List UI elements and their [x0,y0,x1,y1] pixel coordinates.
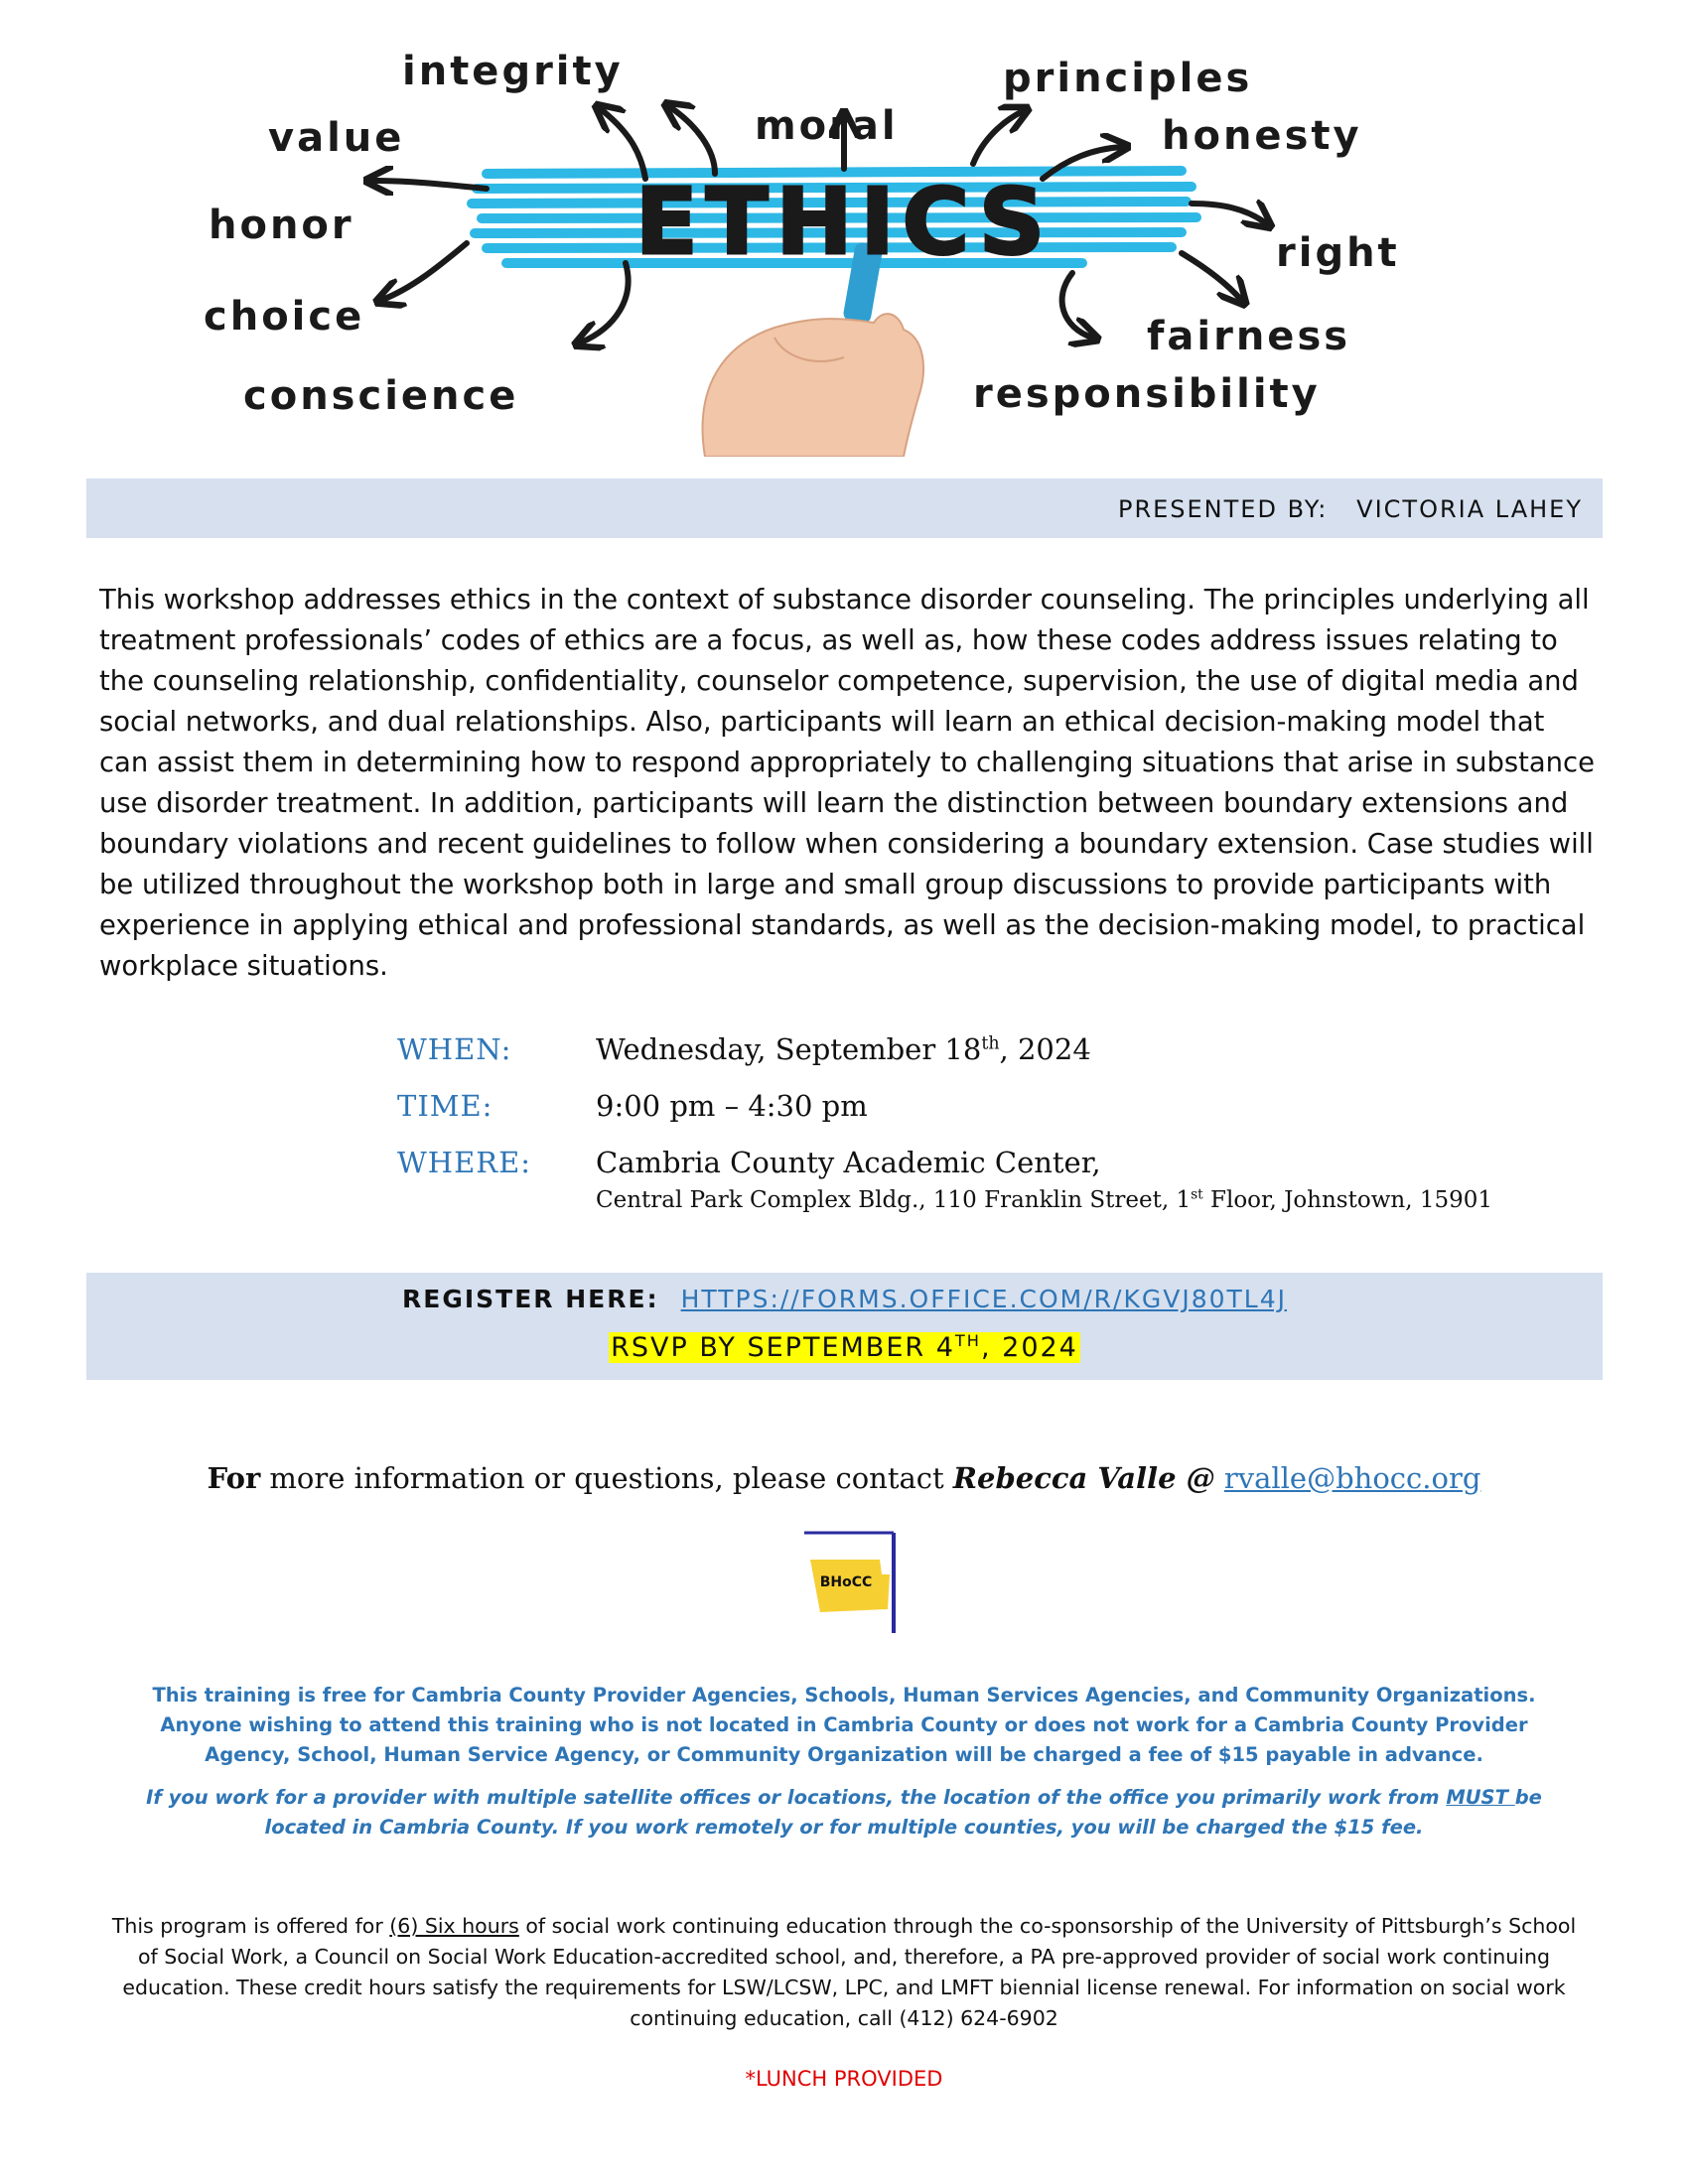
when-label: WHEN: [397,1032,512,1066]
bhocc-logo [802,1530,897,1635]
word-integrity: integrity [402,49,624,94]
word-moral: moral [755,103,899,149]
when-value [596,1032,1091,1066]
when-day: Wednesday, September 18 [596,1032,982,1066]
word-conscience: conscience [243,373,519,419]
rsvp-year: , 2024 [980,1332,1078,1363]
register-banner [86,1273,1603,1380]
time-label: TIME: [397,1089,493,1123]
when-year: , 2024 [999,1032,1091,1066]
word-principles: principles [1003,56,1253,101]
location-notice [109,1783,1579,1843]
location-must: MUST [1446,1786,1515,1809]
rsvp-deadline [609,1332,1080,1363]
where-address [596,1187,1492,1213]
location-text-b: be located in Cambria County. If you work remotely or for multiple counties, you will be charged the $15 fee. [264,1786,1542,1839]
register-line [86,1285,1603,1313]
continuing-education-notice [104,1911,1584,2034]
ce-hours: (6) Six hours [389,1914,519,1938]
where-address-b: Floor, Johnstown, 15901 [1202,1187,1492,1213]
rsvp-line [86,1332,1603,1363]
word-value: value [268,115,405,161]
word-responsibility: responsibility [973,371,1321,417]
ethics-word-cloud-image [189,40,1499,457]
logo-text: BHoCC [819,1574,873,1590]
ethics-title-word: ETHICS [634,169,1054,275]
word-honesty: honesty [1162,113,1362,159]
where-value: Cambria County Academic Center, [596,1146,1101,1179]
contact-for: For [207,1461,261,1495]
contact-text: more information or questions, please contact [260,1461,953,1495]
register-link[interactable]: HTTPS://FORMS.OFFICE.COM/R/KGVJ80TL4J [680,1285,1287,1313]
where-address-sup: st [1191,1186,1203,1203]
when-sup: th [981,1033,1000,1054]
fee-notice: This training is free for Cambria County Provider Agencies, Schools, Human Services Agencies, and Community Organizations. Anyone wishing to attend this training who is not located in Cambria County or does not work for a Cambria County Provider Agency, School, Human Service Agency, or Community Organization will be charged a fee of $15 payable in advance. [152,1684,1536,1766]
presenter-name: VICTORIA LAHEY [1356,495,1583,523]
time-value: 9:00 pm – 4:30 pm [596,1089,868,1123]
word-fairness: fairness [1147,314,1351,359]
ce-text-a: This program is offered for [111,1914,390,1938]
presenter-label: PRESENTED BY: [1117,495,1329,523]
register-label: REGISTER HERE: [402,1285,659,1313]
presenter-line [1118,495,1583,523]
contact-email-link[interactable]: rvalle@bhocc.org [1223,1461,1481,1495]
ce-text-b: of social work continuing education through the co-sponsorship of the University of Pittsburgh’s School of Social Work, a Council on Social Work Education-accredited school, and, therefore, a PA pre-approved provider of social work continuing education. These credit hours satisfy the requirements for LSW/LCSW, LPC, and LMFT biennial license renewal. For information on social work continuing education, call (412) 624-6902 [122,1914,1577,2030]
contact-line [0,1461,1688,1495]
word-honor: honor [209,203,354,248]
location-text-a: If you work for a provider with multiple satellite offices or locations, the location of the office you primarily work from [146,1786,1447,1809]
rsvp-text: RSVP BY SEPTEMBER 4 [611,1332,955,1363]
workshop-description: This workshop addresses ethics in the context of substance disorder counseling. The principles underlying all treatment professionals’ codes of ethics are a focus, as well as, how these codes address issues relating to the counseling relationship, confidentiality, counselor competence, supervision, the use of digital media and social networks, and dual relationships. Also, participants will learn an ethical decision-making model that can assist them in determining how to respond appropriately to challenging situations that arise in substance use disorder treatment. In addition, participants will learn the distinction between boundary extensions and boundary violations and recent guidelines to follow when considering a boundary extension. Case studies will be utilized throughout the workshop both in large and small group discussions to provide participants with experience in applying ethical and professional standards, as well as the decision-making model, to practical workplace situations. [99,585,1595,982]
rsvp-sup: TH [954,1331,981,1350]
contact-name: Rebecca Valle @ [952,1461,1215,1495]
lunch-notice: *LUNCH PROVIDED [745,2067,943,2091]
word-right: right [1276,230,1400,276]
where-label: WHERE: [397,1146,532,1179]
word-choice: choice [204,294,365,340]
presenter-banner [86,478,1603,538]
where-address-a: Central Park Complex Bldg., 110 Franklin Street, 1 [596,1187,1192,1213]
